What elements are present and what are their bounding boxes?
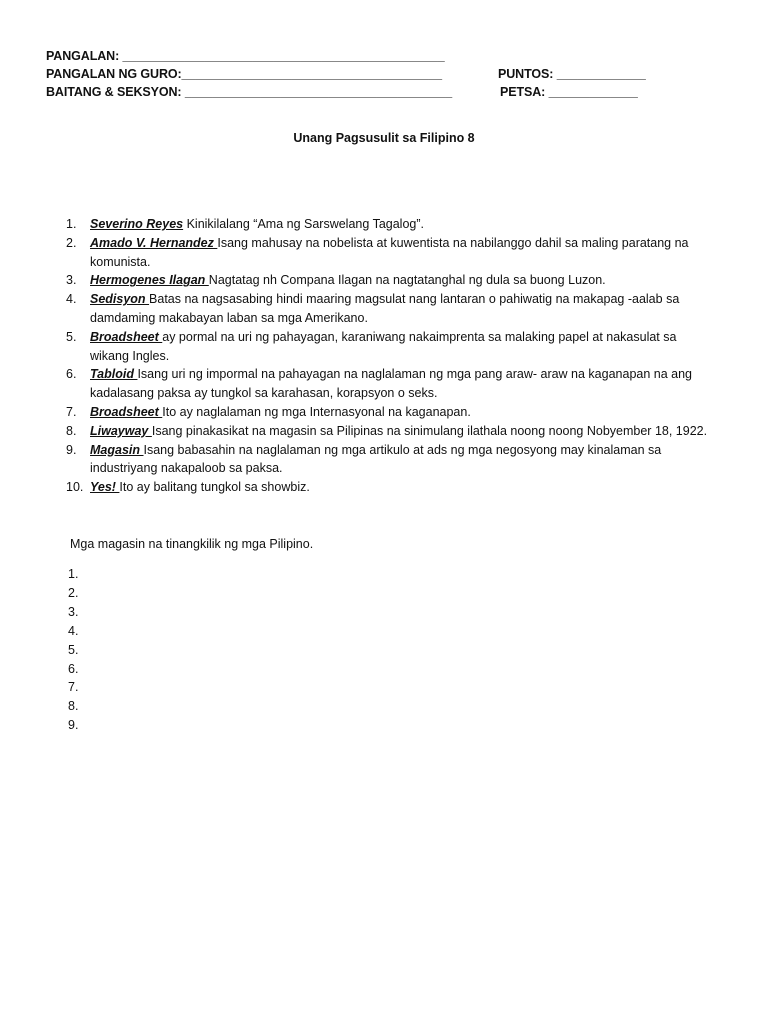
item-number: 10. [66,480,84,495]
date-field-label: PETSA: _____________ [500,85,638,99]
name-field-label: PANGALAN: _______________________________________________ [46,49,445,63]
list-item [66,478,716,497]
section-title: Mga magasin na tinangkilik ng mga Pilipino. [70,537,314,551]
item-description: Batas na nagsasabing hindi maaring magsulat nang lantaran o pahiwatig na makapag -aalab sa damdaming makabayan laban sa mga Amerikano. [90,292,680,325]
blank-list-item: 9. [68,718,79,733]
page-title: Unang Pagsusulit sa Filipino 8 [293,131,475,145]
answer-text: Broadsheet [90,329,163,344]
answer-text: Sedisyon [90,292,150,307]
answer-list [66,215,716,497]
magazine-blank-list [68,565,78,735]
answer-text: Amado V. Hernandez [90,235,218,250]
list-item [66,422,716,441]
item-number: 4. [66,292,77,307]
item-description: Isang pinakasikat na magasin sa Pilipinas na sinimulang ilathala noong noong Nobyember 18, 1922. [151,423,708,438]
item-description: Isang babasahin na naglalaman ng mga artikulo at ads ng mga negosyong may kinalaman sa industriyang nakapaloob sa paksa. [90,442,662,476]
item-number: 8. [66,423,77,438]
item-description: Nagtatag nh Compana Ilagan na nagtatanghal ng dula sa buong Luzon. [208,273,606,288]
answer-text: Yes! [90,480,120,495]
item-number: 1. [66,217,77,231]
item-number: 2. [66,235,77,250]
score-field-label: PUNTOS: _____________ [498,67,646,81]
blank-list-item: 5. [68,642,79,657]
blank-list-item: 2. [68,585,79,600]
answer-text: Magasin [90,442,144,457]
list-item [66,234,716,272]
item-number: 3. [66,273,77,288]
item-number: 6. [66,367,77,382]
item-description: Ito ay balitang tungkol sa showbiz. [119,480,310,495]
list-item [66,365,716,403]
list-item [66,328,716,366]
blank-list-item: 8. [68,699,79,714]
list-item [66,271,716,290]
item-description: Ito ay naglalaman ng mga Internasyonal na kaganapan. [162,404,471,419]
answer-text: Hermogenes Ilagan [90,273,209,288]
list-item [66,290,716,328]
item-number: 5. [66,329,77,344]
list-item [66,403,716,422]
item-description: Isang mahusay na nobelista at kuwentista na nabilanggo dahil sa maling paratang na komunista. [90,235,689,269]
blank-list-item: 6. [68,661,79,676]
item-description: ay pormal na uri ng pahayagan, karaniwang nakaimprenta sa malaking papel at nakasulat sa wikang Ingles. [90,329,677,363]
blank-list-item: 7. [68,680,79,695]
item-number: 7. [66,404,77,419]
blank-list-item: 4. [68,623,79,638]
answer-text: Liwayway [90,423,152,438]
list-item [66,441,716,479]
blank-list-item: 3. [68,604,79,619]
blank-list-item: 1. [68,567,79,581]
answer-text: Severino Reyes [90,217,184,231]
teacher-field-label: PANGALAN NG GURO:______________________________________ [46,67,442,81]
list-item [66,215,716,234]
answer-text: Broadsheet [90,404,163,419]
item-description: Isang uri ng impormal na pahayagan na naglalaman ng mga pang araw- araw na kaganapan na ang kadalasang paksa ay tungkol sa karahasan, korapsyon o seks. [90,367,693,401]
item-number: 9. [66,442,77,457]
grade-section-field-label: BAITANG & SEKSYON: _______________________________________ [46,85,453,99]
item-description: Kinikilalang “Ama ng Sarswelang Tagalog”. [183,217,424,231]
answer-text: Tabloid [90,367,138,382]
